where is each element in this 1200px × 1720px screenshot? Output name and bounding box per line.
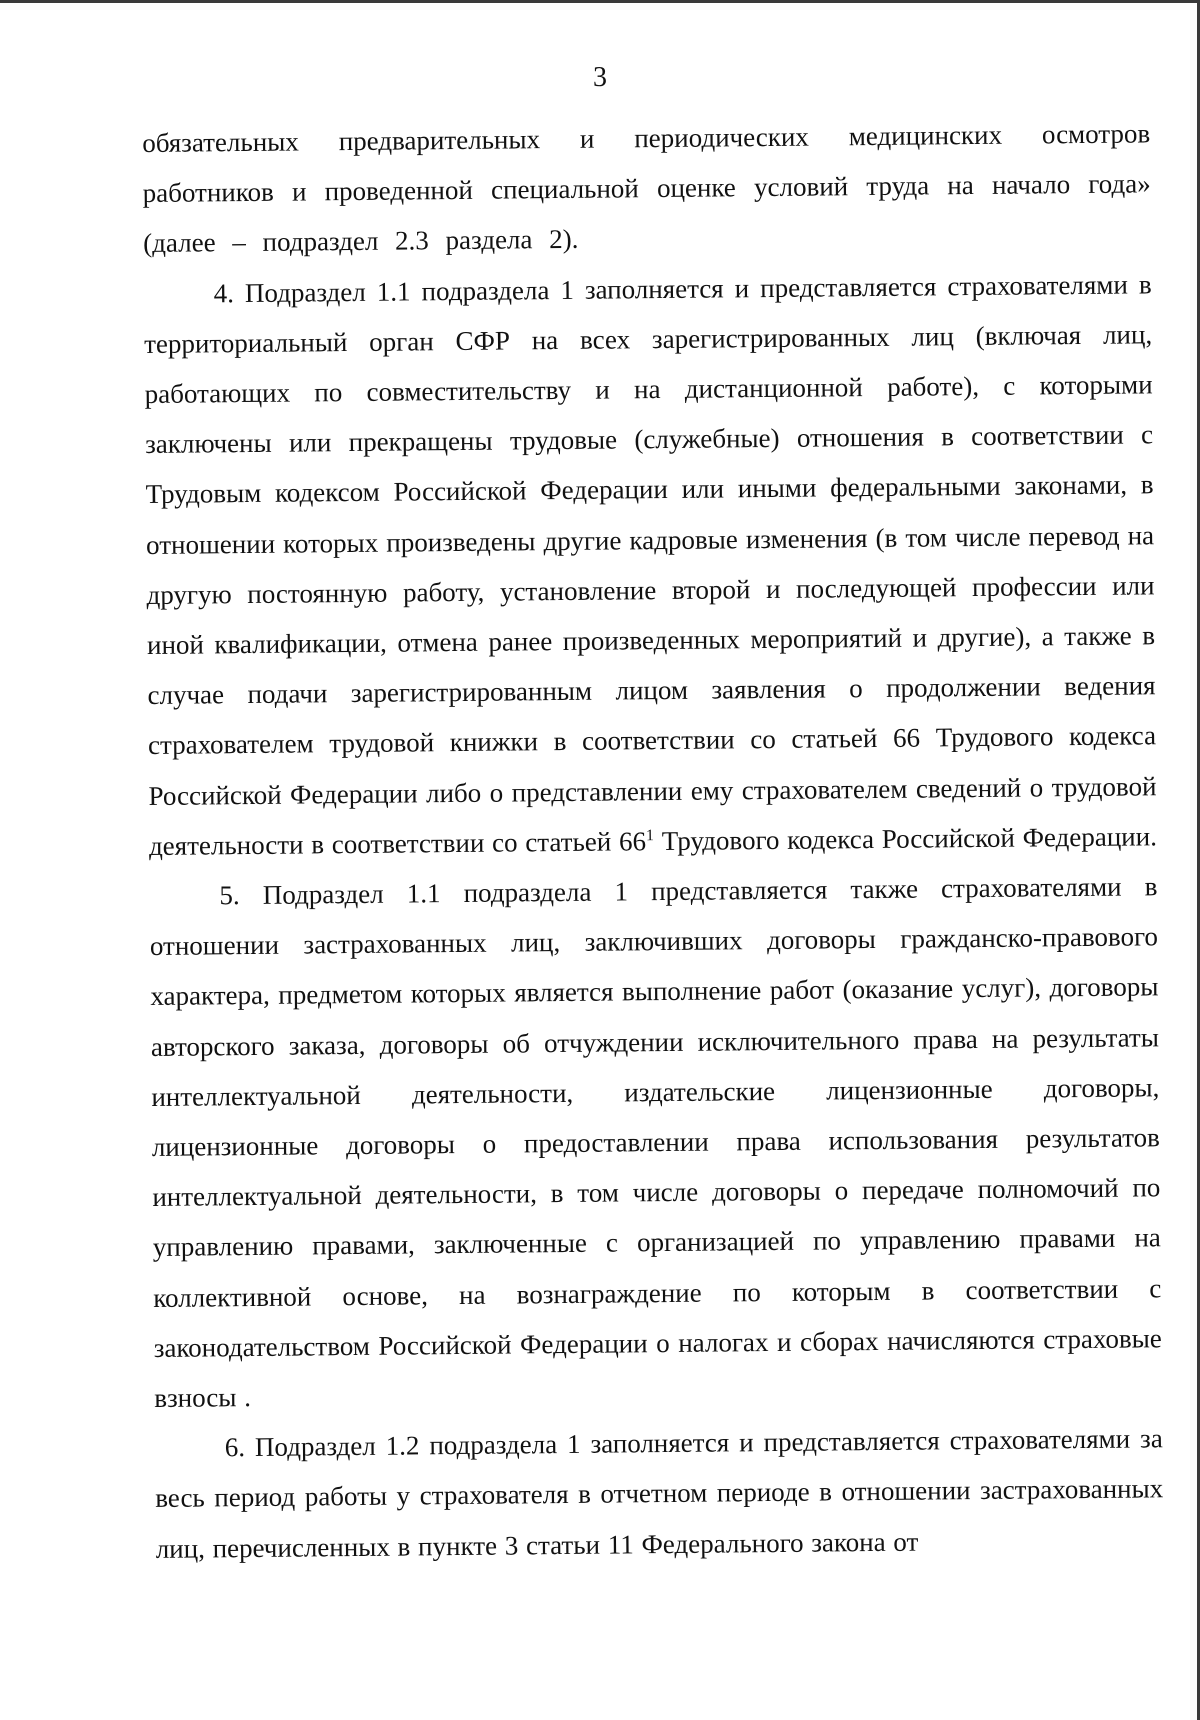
superscript-article-number: 1 xyxy=(645,826,655,845)
paragraph-item-4-text: 4. Подраздел 1.1 подраздела 1 заполняется и представляется страхователями в территориальный орган СФР на всех зарегистрированных лиц (включая лиц, работающих по совместительству и на дистанционной работе), с которыми заключены или прекращены трудовые (служебные) отношения в соответствии с Трудовым кодексом Российской Федерации или иными федеральными законами, в отношении которых произведены другие кадровые изменения (в том числе перевод на другую постоянную работу, установление второй и последующей профессии или иной квалификации, отмена ранее произведенных мероприятий и другие), а также в случае подачи зарегистрированным лицом заявления о продолжении ведения страхователем трудовой книжки в соответствии со статьей 66 Трудового кодекса Российской Федерации либо о представлении ему страхователем сведений о трудовой деятельности в соответствии со статьей 66 xyxy=(144,268,1157,861)
document-body xyxy=(142,108,1164,1573)
paragraph-item-4-tail: Трудового кодекса Российской Федерации. xyxy=(661,821,1158,856)
paragraph-item-6: 6. Подраздел 1.2 подраздела 1 заполняется и представляется страхователями за весь период работы у страхователя в отчетном периоде в отношении застрахованных лиц, перечисленных в пункте 3 статьи 11 Федерального закона от xyxy=(155,1423,1164,1564)
paragraph-continuation: обязательных предварительных и периодических медицинских осмотров работников и проведенной специальной оценке условий труда на начало года» (далее – подраздел 2.3 раздела 2). xyxy=(142,118,1151,259)
scan-edge-top xyxy=(0,0,1200,3)
page-number: 3 xyxy=(593,62,607,93)
paragraph-item-4 xyxy=(143,259,1157,871)
paragraph-item-5: 5. Подраздел 1.1 подраздела 1 представляется также страхователями в отношении застрахованных лиц, заключивших договоры гражданско-правового характера, предметом которых является выполнение работ (оказание услуг), договоры авторского заказа, договоры об отчуждении исключительного права на результаты интеллектуальной деятельности, издательские лицензионные договоры, лицензионные договоры о предоставлении права использования результатов интеллектуальной деятельности, в том числе договоры о передаче полномочий по управлению правами, заключенные с организацией по управлению правами на коллективной основе, на вознаграждение по которым в соответствии с законодательством Российской Федерации о налогах и сборах начисляются страховые взносы . xyxy=(149,871,1162,1414)
